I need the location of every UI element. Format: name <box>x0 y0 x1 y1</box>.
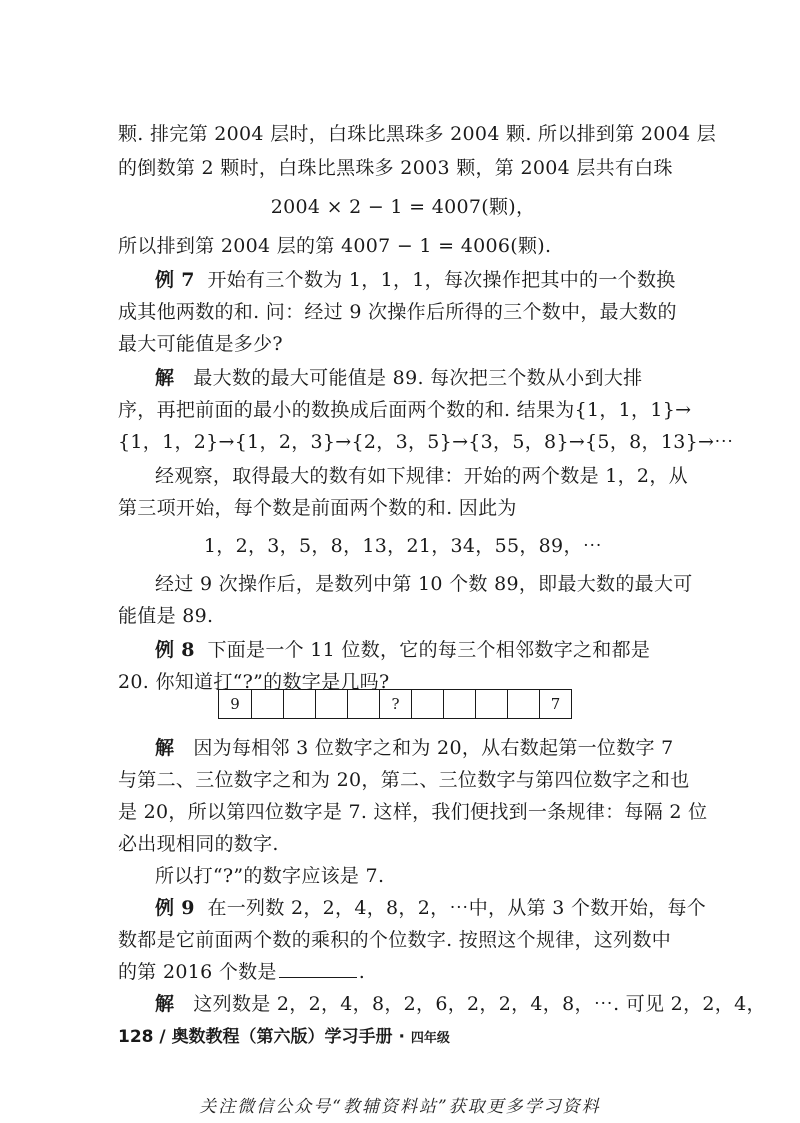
text-span: 这列数是 2，2，4，8，2，6，2，2，4，8，⋯. 可见 2，2，4， <box>193 993 766 1015</box>
text-line <box>118 862 688 890</box>
footer-slash: / <box>159 1027 166 1047</box>
page-footer <box>118 1022 450 1047</box>
text-line: 能值是 89. <box>118 605 214 627</box>
text-line <box>118 570 693 598</box>
text-span: 因为每相邻 3 位数字之和为 20，从右数起第一位数字 7 <box>193 737 674 759</box>
text-line: {1，1，2}→{1，2，3}→{2，3，5}→{3，5，8}→{5，8，13}→⋯ <box>118 431 734 453</box>
example-7-line <box>118 266 688 294</box>
text-span: 所以打“?”的数字应该是 7. <box>155 865 385 887</box>
grid-cell <box>315 690 347 718</box>
example-9-label: 例 9 <box>155 897 195 919</box>
text-line: 数都是它前面两个数的乘积的个位数字. 按照这个规律，这列数中 <box>118 929 672 951</box>
solution-7-line <box>118 364 688 392</box>
text-span: 经过 9 次操作后，是数列中第 10 个数 89，即最大数的最大可 <box>155 573 693 595</box>
sequence: 1，2，3，5，8，13，21，34，55，89，⋯ <box>203 535 603 557</box>
text-span: 最大数的最大可能值是 89. 每次把三个数从小到大排 <box>193 367 643 389</box>
text-line: 成其他两数的和. 问：经过 9 次操作后所得的三个数中，最大数的 <box>118 301 677 323</box>
text-line: 必出现相同的数字. <box>118 833 279 855</box>
grid-cell: ? <box>379 690 411 718</box>
text-span: 的第 2016 个数是 <box>118 961 277 983</box>
text-span: 在一列数 2，2，4，8，2，⋯中，从第 3 个数开始，每个 <box>207 897 707 919</box>
grid-cell <box>507 690 539 718</box>
page-number: 128 <box>118 1027 154 1047</box>
text-span: . <box>358 961 366 983</box>
text-line: 是 20，所以第四位数字是 7. 这样，我们便找到一条规律：每隔 2 位 <box>118 801 708 823</box>
book-title: 奥数教程（第六版）学习手册 <box>171 1027 393 1047</box>
equation: 2004 × 2 − 1 = 4007(颗)， <box>270 196 536 218</box>
text-line: 序，再把前面的最小的数换成后面两个数的和. 结果为{1，1，1}→ <box>118 399 692 421</box>
text-line: 颗. 排完第 2004 层时，白珠比黑珠多 2004 颗. 所以排到第 2004 层 <box>118 123 717 145</box>
grid-cell: 9 <box>230 695 240 713</box>
text-span: 经观察，取得最大的数有如下规律：开始的两个数是 1，2，从 <box>155 465 688 487</box>
text-line: 最大可能值是多少? <box>118 333 283 355</box>
example-7-label: 例 7 <box>155 269 195 291</box>
footer-dot: · <box>398 1027 405 1047</box>
grid-cell <box>283 690 315 718</box>
watermark: 关注微信公众号“教辅资料站”获取更多学习资料 <box>199 1097 601 1117</box>
grid-cell <box>475 690 507 718</box>
example-9-line <box>118 894 707 922</box>
grid-cell <box>411 690 443 718</box>
grid-cell <box>443 690 475 718</box>
text-line: 与第二、三位数字之和为 20，第二、三位数字与第四位数字之和也 <box>118 769 690 791</box>
text-line <box>118 958 688 986</box>
solution-8-line <box>118 734 688 762</box>
example-8-label: 例 8 <box>155 639 195 661</box>
grade-label: 四年级 <box>410 1031 450 1046</box>
grid-cell <box>347 690 379 718</box>
text-line: 20. 你知道打“?”的数字是几吗? <box>118 671 390 693</box>
text-line: 的倒数第 2 颗时，白珠比黑珠多 2003 颗，第 2004 层共有白珠 <box>118 157 673 179</box>
digit-grid <box>218 689 572 719</box>
solution-label: 解 <box>155 367 175 389</box>
grid-cell <box>251 690 283 718</box>
text-span: 开始有三个数为 1，1，1，每次操作把其中的一个数换 <box>207 269 676 291</box>
text-line <box>118 462 688 490</box>
grid-cell: 7 <box>539 690 571 718</box>
solution-label: 解 <box>155 993 175 1015</box>
text-line: 所以排到第 2004 层的第 4007 − 1 = 4006(颗). <box>118 235 552 257</box>
solution-9-line <box>118 990 766 1018</box>
answer-blank <box>279 959 357 978</box>
text-line: 第三项开始，每个数是前面两个数的和. 因此为 <box>118 497 517 519</box>
solution-label: 解 <box>155 737 175 759</box>
text-span: 下面是一个 11 位数，它的每三个相邻数字之和都是 <box>207 639 651 661</box>
example-8-line <box>118 636 688 664</box>
